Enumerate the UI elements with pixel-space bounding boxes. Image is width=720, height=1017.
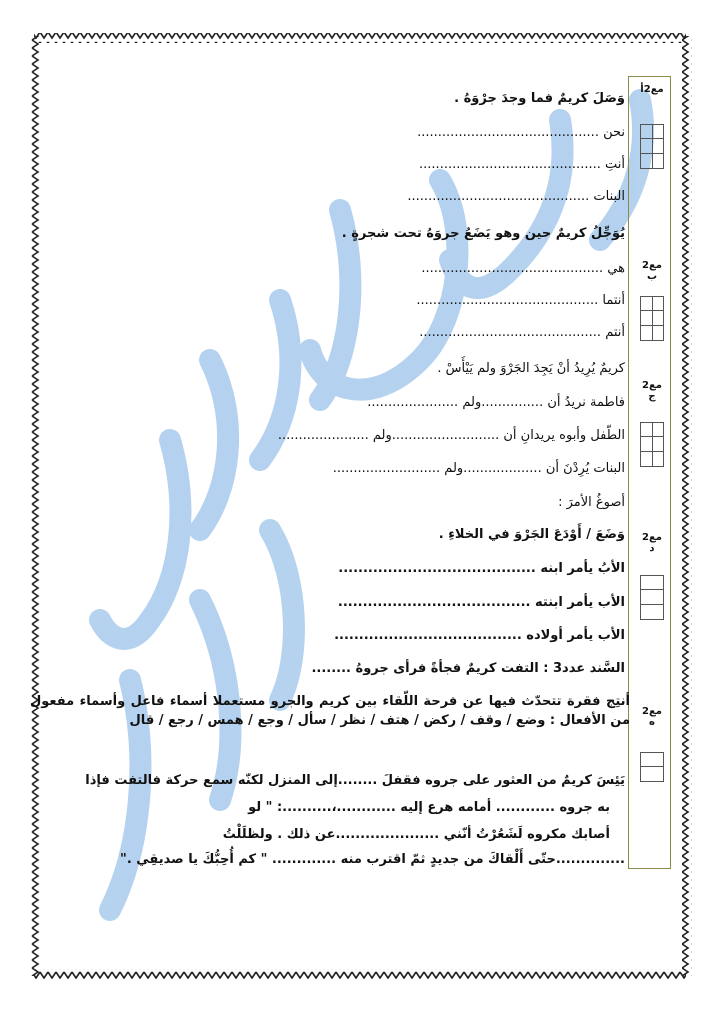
exercise-2-line-1 <box>421 260 625 278</box>
grade-boxes-2 <box>640 296 664 341</box>
exercise-3-instruction: أصوغُ الأمرَ : <box>558 495 625 510</box>
answer-blank[interactable]: ............................................ <box>407 189 590 204</box>
answer-blank[interactable]: ............................................ <box>421 261 604 276</box>
grade-boxes-1 <box>640 124 664 169</box>
pronoun-label: البنات <box>593 189 625 204</box>
answer-blank[interactable]: ............................................ <box>419 157 601 172</box>
answer-blank[interactable]: ............................................ <box>416 293 599 308</box>
section-label-3: مع2 ج <box>642 380 662 402</box>
paragraph-line-1[interactable]: يَئِسَ كريمٌ من العثور على جروه فقفلَ ........إلى المنزل لكنّه سمع حركة فالتفت فإذا <box>85 773 625 788</box>
exercise-5-instruction: أنتِج فقرة تتحدّث فيها عن فرحة اللّقاء بين كريم والجرو مستعملا أسماء فاعل وأسماء مفعول من الأفعال : وضع / وقف / ركض / هتف / نظر / سأل / وجع / همس / رجع / قال <box>30 694 630 728</box>
exercise-2-line-3 <box>419 324 625 342</box>
pronoun-label: أنتما <box>602 293 625 308</box>
exercise-4-heading: وَضَعَ / أَوْدَعَ الجَرْوَ في الخلاءِ . <box>438 527 625 542</box>
exercise-1-line-3 <box>407 188 625 206</box>
exercise-4-line-1[interactable]: الأبُ يأمر ابنه ........................................ <box>338 561 625 576</box>
document-3-title: السَّند عدد3 : التفت كريمٌ فجأةً فرأى جروهُ ........ <box>311 661 625 676</box>
section-label-5: مع2 ه <box>642 706 662 728</box>
exercise-3-line-1[interactable]: فاطمة نريدُ أن ...............ولم ...................... <box>367 395 625 410</box>
grade-boxes-5 <box>640 752 664 782</box>
answer-blank[interactable]: ............................................ <box>419 325 602 340</box>
paragraph-line-4[interactable]: ..............حتّى أَلْقاكَ من جديدٍ ثمّ اقترب منه ............. " كم أُحِبُّكَ يا صديقِي ." <box>120 852 625 867</box>
exercise-3-line-2[interactable]: الطّفل وأبوه يريدانِ أن ..........................ولم ...................... <box>277 428 625 443</box>
answer-blank[interactable]: ............................................ <box>417 125 599 140</box>
exercise-3-heading: كريمٌ يُرِيدُ أنْ يَجِدَ الجَرْوَ ولم يَيْأَسْ . <box>437 361 625 376</box>
pronoun-label: هي <box>607 261 625 276</box>
exercise-3-line-3[interactable]: البنات يُرِدْنَ أن ...................ولم .......................... <box>332 461 625 476</box>
exercise-4-line-2[interactable]: الأب يأمر ابنته ....................................... <box>337 595 625 610</box>
section-label-1: مع2أ <box>640 84 664 95</box>
pronoun-label: أنتم <box>605 325 625 340</box>
paragraph-line-2[interactable]: به جروه ............ أمامه هرع إليه ............،..........: " لو <box>248 800 610 815</box>
section-label-2: مع2 ب <box>642 260 662 282</box>
pronoun-label: نحن <box>603 125 625 140</box>
paragraph-line-3[interactable]: أصابك مكروه لَشَعُرْتُ أنّني .....................عن ذلك . ولظلَلْتُ <box>222 827 610 842</box>
grade-boxes-4 <box>640 575 664 620</box>
exercise-2-line-2 <box>416 292 625 310</box>
grading-column <box>628 76 671 869</box>
pronoun-label: أنتِ <box>605 157 625 172</box>
exercise-4-line-3[interactable]: الأب يأمر أولاده ...................................... <box>334 628 625 643</box>
grade-boxes-3 <box>640 422 664 467</box>
exercise-1-line-2 <box>419 156 625 174</box>
exercise-2-heading: يُوَجِّلُ كريمٌ حين وهو يَضَعُ جروَهُ تحت شجرةٍ . <box>341 226 625 241</box>
exercise-1-heading: وَصَلَ كريمٌ فما وجدَ جرْوَهُ . <box>454 91 625 106</box>
section-label-4: مع2 د <box>642 532 662 554</box>
exercise-1-line-1 <box>417 124 625 142</box>
